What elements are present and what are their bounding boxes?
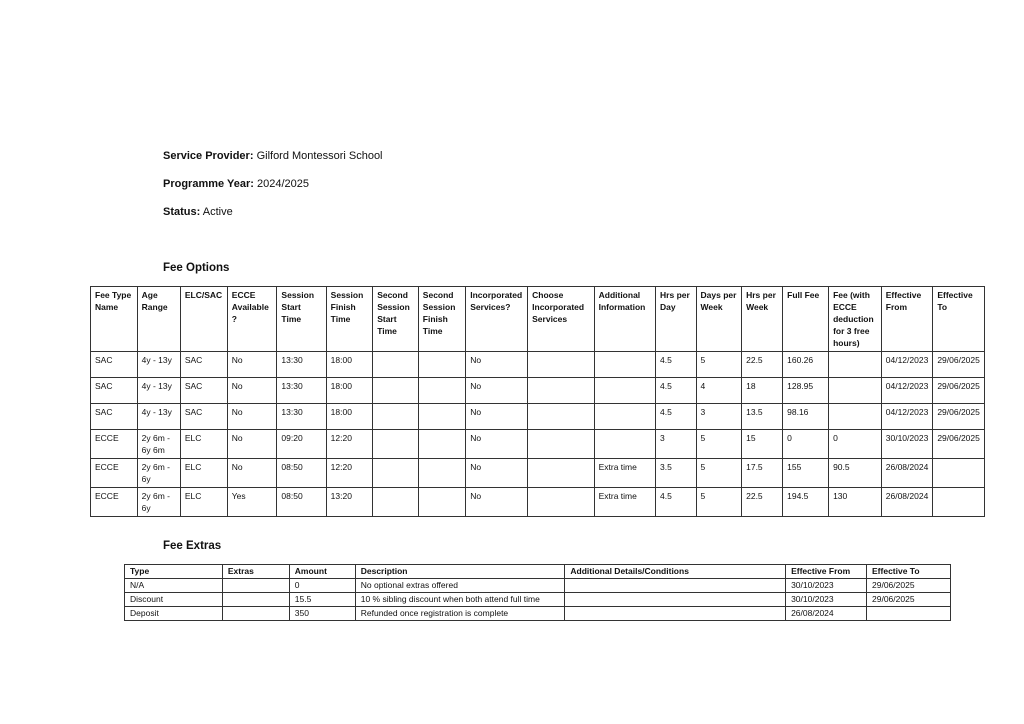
table-cell: 155 xyxy=(783,459,829,488)
table-cell xyxy=(565,579,786,593)
status-line xyxy=(163,206,233,218)
table-row xyxy=(91,352,985,378)
table-row xyxy=(125,607,951,621)
table-cell xyxy=(418,352,465,378)
table-cell xyxy=(528,459,594,488)
fee-options-header-row xyxy=(91,287,985,352)
table-cell: SAC xyxy=(91,378,138,404)
table-cell: No xyxy=(227,430,277,459)
table-cell: 30/10/2023 xyxy=(786,593,867,607)
table-cell: No xyxy=(466,459,528,488)
table-cell xyxy=(418,430,465,459)
table-cell: 26/08/2024 xyxy=(786,607,867,621)
table-cell: 29/06/2025 xyxy=(933,430,985,459)
column-header: ECCE Available ? xyxy=(227,287,277,352)
table-cell xyxy=(222,593,289,607)
table-cell: 15.5 xyxy=(289,593,355,607)
table-cell: N/A xyxy=(125,579,223,593)
table-cell: 13:30 xyxy=(277,378,326,404)
table-cell xyxy=(418,378,465,404)
table-cell: 4.5 xyxy=(656,352,696,378)
table-cell: 13:20 xyxy=(326,488,373,517)
column-header: Incorporated Services? xyxy=(466,287,528,352)
table-cell: 2y 6m - 6y 6m xyxy=(137,430,180,459)
table-cell: 30/10/2023 xyxy=(786,579,867,593)
table-cell: SAC xyxy=(91,352,138,378)
table-cell: 0 xyxy=(289,579,355,593)
table-cell: 5 xyxy=(696,352,742,378)
column-header: Amount xyxy=(289,565,355,579)
table-row xyxy=(91,459,985,488)
table-cell: 5 xyxy=(696,430,742,459)
column-header: Session Finish Time xyxy=(326,287,373,352)
table-cell: No xyxy=(466,352,528,378)
table-cell: 13:30 xyxy=(277,404,326,430)
table-cell: 13.5 xyxy=(742,404,783,430)
fee-extras-table xyxy=(124,564,951,621)
column-header: Additional Information xyxy=(594,287,655,352)
table-cell: 4.5 xyxy=(656,488,696,517)
table-cell xyxy=(373,404,419,430)
table-cell: 5 xyxy=(696,488,742,517)
column-header: Type xyxy=(125,565,223,579)
table-cell: 22.5 xyxy=(742,488,783,517)
table-cell: 130 xyxy=(829,488,882,517)
table-cell xyxy=(528,430,594,459)
table-cell: 22.5 xyxy=(742,352,783,378)
column-header: Days per Week xyxy=(696,287,742,352)
fee-options-title: Fee Options xyxy=(163,262,230,274)
table-cell: 160.26 xyxy=(783,352,829,378)
table-cell: No xyxy=(466,378,528,404)
table-cell xyxy=(418,459,465,488)
table-cell: Yes xyxy=(227,488,277,517)
table-cell: 4.5 xyxy=(656,378,696,404)
table-cell xyxy=(222,579,289,593)
table-row xyxy=(125,579,951,593)
table-cell: 4y - 13y xyxy=(137,404,180,430)
table-cell: No xyxy=(227,459,277,488)
table-row xyxy=(91,430,985,459)
table-row xyxy=(91,378,985,404)
table-cell xyxy=(933,488,985,517)
table-cell xyxy=(528,378,594,404)
table-cell: No xyxy=(227,378,277,404)
column-header: Effective From xyxy=(786,565,867,579)
table-cell xyxy=(222,607,289,621)
column-header: Session Start Time xyxy=(277,287,326,352)
column-header: Extras xyxy=(222,565,289,579)
table-cell xyxy=(933,459,985,488)
table-cell: 0 xyxy=(783,430,829,459)
table-cell: 29/06/2025 xyxy=(933,352,985,378)
table-cell xyxy=(594,352,655,378)
table-cell: Extra time xyxy=(594,459,655,488)
table-cell xyxy=(565,593,786,607)
table-cell xyxy=(373,352,419,378)
fee-options-body xyxy=(91,352,985,517)
table-cell: Extra time xyxy=(594,488,655,517)
table-cell: No optional extras offered xyxy=(355,579,565,593)
table-cell: 26/08/2024 xyxy=(881,488,933,517)
programme-year-line xyxy=(163,178,309,190)
fee-extras-header-row xyxy=(125,565,951,579)
table-cell: No xyxy=(466,488,528,517)
table-cell: 98.16 xyxy=(783,404,829,430)
column-header: Description xyxy=(355,565,565,579)
table-cell: No xyxy=(227,352,277,378)
table-cell: 18 xyxy=(742,378,783,404)
table-cell: 10 % sibling discount when both attend full time xyxy=(355,593,565,607)
table-cell xyxy=(594,430,655,459)
table-cell: Refunded once registration is complete xyxy=(355,607,565,621)
table-cell: 17.5 xyxy=(742,459,783,488)
table-cell: Deposit xyxy=(125,607,223,621)
table-cell xyxy=(565,607,786,621)
table-cell xyxy=(373,488,419,517)
table-cell: 128.95 xyxy=(783,378,829,404)
table-cell: 26/08/2024 xyxy=(881,459,933,488)
table-cell: Discount xyxy=(125,593,223,607)
table-cell: No xyxy=(466,430,528,459)
table-cell: 29/06/2025 xyxy=(933,378,985,404)
table-cell xyxy=(829,404,882,430)
table-cell xyxy=(829,352,882,378)
table-cell xyxy=(418,488,465,517)
table-cell: 3 xyxy=(696,404,742,430)
table-cell: 0 xyxy=(829,430,882,459)
table-cell: 30/10/2023 xyxy=(881,430,933,459)
table-cell: 15 xyxy=(742,430,783,459)
table-cell xyxy=(528,404,594,430)
column-header: Effective From xyxy=(881,287,933,352)
column-header: Age Range xyxy=(137,287,180,352)
table-cell: 08:50 xyxy=(277,459,326,488)
table-cell: 194.5 xyxy=(783,488,829,517)
service-provider-line xyxy=(163,150,383,162)
service-provider-label: Service Provider: xyxy=(163,150,254,162)
programme-year-label: Programme Year: xyxy=(163,178,254,190)
column-header: Fee (with ECCE deduction for 3 free hours) xyxy=(829,287,882,352)
table-cell: 5 xyxy=(696,459,742,488)
column-header: Second Session Start Time xyxy=(373,287,419,352)
programme-year-value: 2024/2025 xyxy=(256,178,309,190)
table-cell xyxy=(373,430,419,459)
column-header: Second Session Finish Time xyxy=(418,287,465,352)
table-cell: ELC xyxy=(180,430,227,459)
table-cell: 04/12/2023 xyxy=(881,404,933,430)
table-cell: ELC xyxy=(180,488,227,517)
table-cell xyxy=(594,378,655,404)
fee-extras-title: Fee Extras xyxy=(163,540,222,552)
column-header: Hrs per Day xyxy=(656,287,696,352)
table-cell: 4y - 13y xyxy=(137,352,180,378)
table-cell: SAC xyxy=(91,404,138,430)
table-cell: 3.5 xyxy=(656,459,696,488)
table-cell: ELC xyxy=(180,459,227,488)
table-row xyxy=(91,404,985,430)
table-cell: SAC xyxy=(180,404,227,430)
table-cell: 04/12/2023 xyxy=(881,352,933,378)
table-row xyxy=(91,488,985,517)
column-header: Effective To xyxy=(933,287,985,352)
column-header: Effective To xyxy=(867,565,951,579)
table-cell: 4.5 xyxy=(656,404,696,430)
table-cell: 2y 6m - 6y xyxy=(137,459,180,488)
table-cell: 12:20 xyxy=(326,430,373,459)
table-cell: No xyxy=(227,404,277,430)
table-cell: 4y - 13y xyxy=(137,378,180,404)
table-cell: 08:50 xyxy=(277,488,326,517)
table-cell: No xyxy=(466,404,528,430)
table-cell: ECCE xyxy=(91,430,138,459)
fee-options-table xyxy=(90,286,985,517)
table-cell: 18:00 xyxy=(326,404,373,430)
table-cell: 4 xyxy=(696,378,742,404)
table-cell: SAC xyxy=(180,378,227,404)
table-cell: ECCE xyxy=(91,488,138,517)
table-cell xyxy=(418,404,465,430)
column-header: Fee Type Name xyxy=(91,287,138,352)
table-cell: 90.5 xyxy=(829,459,882,488)
table-cell xyxy=(594,404,655,430)
table-cell: 29/06/2025 xyxy=(933,404,985,430)
table-cell: 29/06/2025 xyxy=(867,593,951,607)
table-cell: 04/12/2023 xyxy=(881,378,933,404)
table-cell xyxy=(373,378,419,404)
table-row xyxy=(125,593,951,607)
table-cell: 18:00 xyxy=(326,378,373,404)
column-header: Full Fee xyxy=(783,287,829,352)
table-cell: 29/06/2025 xyxy=(867,579,951,593)
column-header: Additional Details/Conditions xyxy=(565,565,786,579)
table-cell: 12:20 xyxy=(326,459,373,488)
table-cell xyxy=(867,607,951,621)
column-header: Hrs per Week xyxy=(742,287,783,352)
table-cell xyxy=(528,352,594,378)
table-cell: 2y 6m - 6y xyxy=(137,488,180,517)
table-cell xyxy=(528,488,594,517)
table-cell: ECCE xyxy=(91,459,138,488)
table-cell: 13:30 xyxy=(277,352,326,378)
table-cell: 18:00 xyxy=(326,352,373,378)
table-cell xyxy=(373,459,419,488)
table-cell: SAC xyxy=(180,352,227,378)
status-value: Active xyxy=(202,206,233,218)
table-cell: 350 xyxy=(289,607,355,621)
status-label: Status: xyxy=(163,206,201,218)
fee-extras-body xyxy=(125,579,951,621)
service-provider-value: Gilford Montessori School xyxy=(256,150,383,162)
table-cell xyxy=(829,378,882,404)
table-cell: 3 xyxy=(656,430,696,459)
column-header: ELC/SAC xyxy=(180,287,227,352)
table-cell: 09:20 xyxy=(277,430,326,459)
column-header: Choose Incorporated Services xyxy=(528,287,594,352)
